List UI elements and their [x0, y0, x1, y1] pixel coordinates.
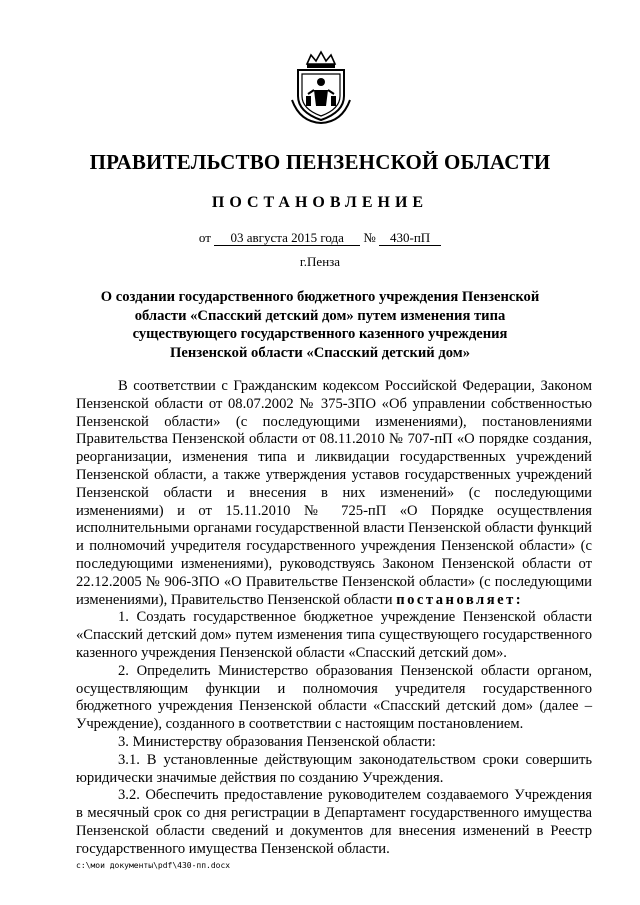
list-item: 2. Определить Министерство образования Пензенской области органом, осуществляющим функции и полномочия учредителя государственного бюджетного учреждения Пензенской области «Спасский детский дом» (далее – Учреждение), созданного в соответствии с настоящим постановлением.: [76, 662, 592, 733]
document-date: 03 августа 2015 года: [214, 231, 360, 246]
list-item: 3. Министерству образования Пензенской области:: [118, 733, 436, 750]
document-subject: О создании государственного бюджетного учреждения Пензенской области «Спасский детский дом» путем изменения типа существующего государственного казенного учреждения Пензенской области «Спасский детский дом»: [100, 289, 540, 361]
list-item: 1. Создать государственное бюджетное учреждение Пензенской области «Спасский детский дом» путем изменения типа существующего государственного казенного учреждения Пензенской области «Спасский детский дом».: [76, 609, 592, 661]
city-name: г.Пенза: [299, 254, 341, 269]
decree-word: постановляет:: [396, 591, 524, 608]
document-body: [76, 378, 592, 859]
list-item: 3.1. В установленные действующим законодательством сроки совершить юридически значимые действия по созданию Учреждения.: [76, 751, 592, 786]
document-type: ПОСТАНОВЛЕНИЕ: [211, 194, 429, 211]
preamble-text: В соответствии с Гражданским кодексом Российской Федерации, Законом Пензенской области от 08.07.2002 № 375-ЗПО «Об управлении собственностью Пензенской области» (с последующими изменениями), постановлениями Правительства Пензенской области от 08.11.2010 № 707-пП «О порядке создания, реорганизации, изменения типа и ликвидации государственных учреждений Пензенской области, а также утверждения уставов государственных учреждений Пензенской области и внесения в них изменений» (с последующими изменениями) и от 15.11.2010 № 725-пП «О Порядке осуществления исполнительными органами государственной власти Пензенской области функций и полномочий учредителя государственного учреждения Пензенской области» (с последующими изменениями), руководствуясь Законом Пензенской области от 22.12.2005 № 906-ЗПО «О Правительстве Пензенской области» (с последующими изменениями), Правительство Пензенской области: [76, 378, 592, 608]
number-prefix: №: [363, 230, 376, 245]
coat-of-arms-emblem: [290, 50, 352, 124]
government-name: ПРАВИТЕЛЬСТВО ПЕНЗЕНСКОЙ ОБЛАСТИ: [89, 150, 551, 174]
date-prefix: от: [198, 230, 211, 245]
list-item: 3.2. Обеспечить предоставление руководителем создаваемого Учреждения в месячный срок со дня регистрации в Департамент государственного имущества Пензенской области сведений и документов для внесения изменений в Реестр государственного имущества Пензенской области.: [76, 787, 592, 857]
file-path-footer: c:\мои документы\pdf\430-пп.docx: [76, 861, 231, 870]
preamble-paragraph: [76, 378, 592, 609]
document-number: 430-пП: [379, 231, 441, 246]
date-number-line: [0, 230, 640, 246]
